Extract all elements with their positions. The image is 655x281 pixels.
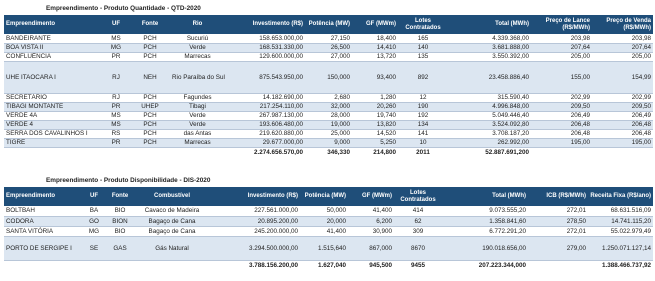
table-cell: 25,000 [305, 129, 352, 138]
table-cell: 315.590,40 [448, 93, 531, 102]
table-cell: RS [102, 129, 130, 138]
table-cell: PCH [130, 111, 170, 120]
table-cell: SERRA DOS CAVALINHOS I [4, 129, 102, 138]
table-cell: PCH [130, 129, 170, 138]
table-cell: 32,000 [305, 102, 352, 111]
column-header: Potência (MW) [305, 15, 352, 34]
table-row [4, 93, 653, 102]
column-header: Total (MWh) [442, 187, 528, 206]
column-header: ICB (R$/MWh) [528, 187, 588, 206]
total-cell: 945,500 [348, 260, 394, 270]
total-cell: 9455 [394, 260, 442, 270]
table-cell: 867,000 [348, 236, 394, 260]
table-row [4, 129, 653, 138]
table-cell: 6.772.291,20 [442, 226, 528, 236]
table-cell: PCH [130, 93, 170, 102]
table-cell: 206,49 [592, 111, 653, 120]
table-cell: 140 [398, 43, 448, 52]
table-cell: 227.561.000,00 [210, 206, 300, 216]
table-cell: 50,000 [300, 206, 348, 216]
total-cell [528, 260, 588, 270]
table-cell: das Antas [170, 129, 225, 138]
table-cell: BION [106, 216, 134, 226]
table-cell: PORTO DE SERGIPE I [4, 236, 82, 260]
table-cell: 20,000 [300, 216, 348, 226]
table-cell: UHEP [130, 102, 170, 111]
table-cell: Bagaço de Cana [134, 216, 210, 226]
table-cell: 14,410 [352, 43, 398, 52]
quantity-table [4, 15, 653, 157]
column-header: Combustível [134, 187, 210, 206]
column-header: GF (MWm) [348, 187, 394, 206]
table-cell: RJ [102, 93, 130, 102]
table-cell: GAS [106, 236, 134, 260]
table-cell: Gás Natural [134, 236, 210, 260]
total-cell: 1.627,040 [300, 260, 348, 270]
table-cell: Marrecas [170, 138, 225, 147]
table-cell: 62 [394, 216, 442, 226]
column-header: Lotes Contratados [398, 15, 448, 34]
table-cell: 217.254.110,00 [225, 102, 305, 111]
table-cell: 4.996.848,00 [448, 102, 531, 111]
table-cell: Marrecas [170, 52, 225, 61]
table-cell: 29.677.000,00 [225, 138, 305, 147]
table-cell: CONFLUÊNCIA [4, 52, 102, 61]
table-cell: Tibagi [170, 102, 225, 111]
table-cell: 3.294.500.000,00 [210, 236, 300, 260]
table-cell: 195,00 [531, 138, 592, 147]
table-cell: 3.550.392,00 [448, 52, 531, 61]
table-cell: 206,49 [531, 111, 592, 120]
table-cell: MG [102, 43, 130, 52]
column-header: Fonte [130, 15, 170, 34]
table-row [4, 111, 653, 120]
table-cell: 190.018.656,00 [442, 236, 528, 260]
table-cell: 202,99 [592, 93, 653, 102]
column-header: Potência (MW) [300, 187, 348, 206]
table-cell: 206,48 [531, 120, 592, 129]
table-cell: GO [82, 216, 106, 226]
column-header: GF (MWm) [352, 15, 398, 34]
column-header: Total (MWh) [448, 15, 531, 34]
table-row [4, 34, 653, 43]
table-cell: 1.358.841,60 [442, 216, 528, 226]
total-cell [134, 260, 210, 270]
table-cell: PCH [130, 34, 170, 43]
table-cell: 3.524.092,80 [448, 120, 531, 129]
table-cell: 202,99 [531, 93, 592, 102]
table-cell: 1,280 [352, 93, 398, 102]
availability-table [4, 187, 653, 270]
table-cell: 262.992,00 [448, 138, 531, 147]
table-cell: 165 [398, 34, 448, 43]
table-row [4, 216, 653, 226]
table-cell: 272,01 [528, 206, 588, 216]
table-cell: 41,400 [348, 206, 394, 216]
table-cell: PR [102, 102, 130, 111]
total-cell: 1.388.466.737,92 [588, 260, 653, 270]
column-header: Empreendimento [4, 187, 82, 206]
table-cell: 272,01 [528, 226, 588, 236]
table-cell: 27,150 [305, 34, 352, 43]
column-header: UF [102, 15, 130, 34]
table-cell: TIGRE [4, 138, 102, 147]
table-cell: BIO [106, 226, 134, 236]
table-cell: 219.620.880,00 [225, 129, 305, 138]
table-cell: 203,98 [531, 34, 592, 43]
table-row [4, 120, 653, 129]
table-cell: 155,00 [531, 61, 592, 93]
table-cell: BOLTBAH [4, 206, 82, 216]
table-cell: 6,200 [348, 216, 394, 226]
table-cell: VERDE 4 [4, 120, 102, 129]
table-cell: 23.458.886,40 [448, 61, 531, 93]
table-cell: 19,740 [352, 111, 398, 120]
total-cell [592, 147, 653, 157]
table-cell: 10 [398, 138, 448, 147]
table-row [4, 226, 653, 236]
table-cell: SECRETÁRIO [4, 93, 102, 102]
table-cell: 267.987.130,00 [225, 111, 305, 120]
table-cell: 2,680 [305, 93, 352, 102]
table-cell: PR [102, 138, 130, 147]
column-header: Investimento (R$) [225, 15, 305, 34]
table-cell: 5,250 [352, 138, 398, 147]
table-cell: PCH [130, 52, 170, 61]
table-cell: 190 [398, 102, 448, 111]
table-cell: 9,000 [305, 138, 352, 147]
table-cell: 20,260 [352, 102, 398, 111]
table-cell: 18,400 [352, 34, 398, 43]
total-row [4, 147, 653, 157]
table-cell: BA [82, 206, 106, 216]
total-cell [4, 147, 102, 157]
table-cell: BANDEIRANTE [4, 34, 102, 43]
table-cell: 4.339.368,00 [448, 34, 531, 43]
total-row [4, 260, 653, 270]
table-cell: 9.073.555,20 [442, 206, 528, 216]
table-cell: Verde [170, 111, 225, 120]
table-cell: 158.653.000,00 [225, 34, 305, 43]
table-cell: PCH [130, 120, 170, 129]
column-header: Receita Fixa (R$/ano) [588, 187, 653, 206]
column-header: Preço de Lance (R$/MWh) [531, 15, 592, 34]
table-cell: Verde [170, 120, 225, 129]
table-cell: UHE ITAOCARA I [4, 61, 102, 93]
table-cell: 206,48 [531, 129, 592, 138]
table-cell: NEH [130, 61, 170, 93]
table-cell: 192 [398, 111, 448, 120]
table-cell: 13,820 [352, 120, 398, 129]
table-cell: 207,64 [592, 43, 653, 52]
table-cell: 134 [398, 120, 448, 129]
total-cell [4, 260, 82, 270]
table-cell: 195,00 [592, 138, 653, 147]
table-row [4, 43, 653, 52]
table-cell: 875.543.950,00 [225, 61, 305, 93]
column-header: Preço de Venda (R$/MWh) [592, 15, 653, 34]
table-cell: 206,48 [592, 120, 653, 129]
table-cell: CODORA [4, 216, 82, 226]
table-cell: 14,520 [352, 129, 398, 138]
table-cell: 3.708.187,20 [448, 129, 531, 138]
table-cell: BOA VISTA II [4, 43, 102, 52]
table-row [4, 102, 653, 111]
table-cell: PR [102, 52, 130, 61]
table-cell: 12 [398, 93, 448, 102]
total-cell [170, 147, 225, 157]
table-cell: 193.606.480,00 [225, 120, 305, 129]
table-cell: BIO [106, 206, 134, 216]
table-cell: 150,000 [305, 61, 352, 93]
table-cell: 1.250.071.127,14 [588, 236, 653, 260]
total-cell: 3.788.156.200,00 [210, 260, 300, 270]
table-row [4, 206, 653, 216]
table-cell: VERDE 4A [4, 111, 102, 120]
table-cell: 20.895.200,00 [210, 216, 300, 226]
column-header: Fonte [106, 187, 134, 206]
table-cell: 203,98 [592, 34, 653, 43]
table-cell: 19,000 [305, 120, 352, 129]
section1-title: Empreendimento - Produto Quantidade - QTD-2020 [46, 5, 201, 12]
table-cell: 30,900 [348, 226, 394, 236]
table-cell: MG [82, 226, 106, 236]
total-cell: 207.223.344,000 [442, 260, 528, 270]
table-cell: PCH [130, 138, 170, 147]
table-header-row [4, 15, 653, 34]
table-cell: RJ [102, 61, 130, 93]
total-cell [130, 147, 170, 157]
table-cell: 3.681.888,00 [448, 43, 531, 52]
table-cell: 55.022.979,49 [588, 226, 653, 236]
table-cell: MS [102, 111, 130, 120]
column-header: Rio [170, 15, 225, 34]
column-header: UF [82, 187, 106, 206]
total-cell: 346,330 [305, 147, 352, 157]
table-cell: 28,000 [305, 111, 352, 120]
table-cell: Bagaço de Cana [134, 226, 210, 236]
table-header-row [4, 187, 653, 206]
table-cell: 8670 [394, 236, 442, 260]
total-cell: 52.887.691,200 [448, 147, 531, 157]
table-cell: SANTA VITÓRIA [4, 226, 82, 236]
table-cell: TIBAGI MONTANTE [4, 102, 102, 111]
total-cell [82, 260, 106, 270]
section2-title: Empreendimento - Produto Disponibilidade - DIS-2020 [46, 177, 211, 184]
table-cell: 206,48 [592, 129, 653, 138]
total-cell [531, 147, 592, 157]
table-cell: Cavaco de Madeira [134, 206, 210, 216]
table-cell: 93,400 [352, 61, 398, 93]
total-cell [102, 147, 130, 157]
table-cell: MS [102, 120, 130, 129]
table-row [4, 236, 653, 260]
table-cell: 209,50 [531, 102, 592, 111]
table-cell: 278,50 [528, 216, 588, 226]
table-cell: 892 [398, 61, 448, 93]
table-cell: 27,000 [305, 52, 352, 61]
table-cell: 309 [394, 226, 442, 236]
table-cell: 68.631.516,09 [588, 206, 653, 216]
table-cell: 135 [398, 52, 448, 61]
table-row [4, 61, 653, 93]
column-header: Lotes Contratados [394, 187, 442, 206]
table-cell: 14.741.115,20 [588, 216, 653, 226]
table-cell: 205,00 [592, 52, 653, 61]
table-cell: 14.182.690,00 [225, 93, 305, 102]
total-cell: 2.274.656.570,00 [225, 147, 305, 157]
table-cell: 141 [398, 129, 448, 138]
table-cell: 279,00 [528, 236, 588, 260]
table-cell: 154,99 [592, 61, 653, 93]
table-cell: 205,00 [531, 52, 592, 61]
table-cell: 5.049.446,40 [448, 111, 531, 120]
table-cell: 129.600.000,00 [225, 52, 305, 61]
total-cell: 214,800 [352, 147, 398, 157]
table-row [4, 52, 653, 61]
table-cell: Sucuriú [170, 34, 225, 43]
table-cell: 414 [394, 206, 442, 216]
table-cell: MS [102, 34, 130, 43]
table-row [4, 138, 653, 147]
table-cell: 168.531.330,00 [225, 43, 305, 52]
table-cell: 1.515,640 [300, 236, 348, 260]
table-cell: Verde [170, 43, 225, 52]
table-cell: SE [82, 236, 106, 260]
table-cell: 207,64 [531, 43, 592, 52]
total-cell [106, 260, 134, 270]
column-header: Empreendimento [4, 15, 102, 34]
table-cell: PCH [130, 43, 170, 52]
table-cell: 41,400 [300, 226, 348, 236]
table-cell: 26,500 [305, 43, 352, 52]
table-cell: 209,50 [592, 102, 653, 111]
table-cell: Rio Paraíba do Sul [170, 61, 225, 93]
total-cell: 2011 [398, 147, 448, 157]
table-cell: Fagundes [170, 93, 225, 102]
table-cell: 245.200.000,00 [210, 226, 300, 236]
table-cell: 13,720 [352, 52, 398, 61]
column-header: Investimento (R$) [210, 187, 300, 206]
